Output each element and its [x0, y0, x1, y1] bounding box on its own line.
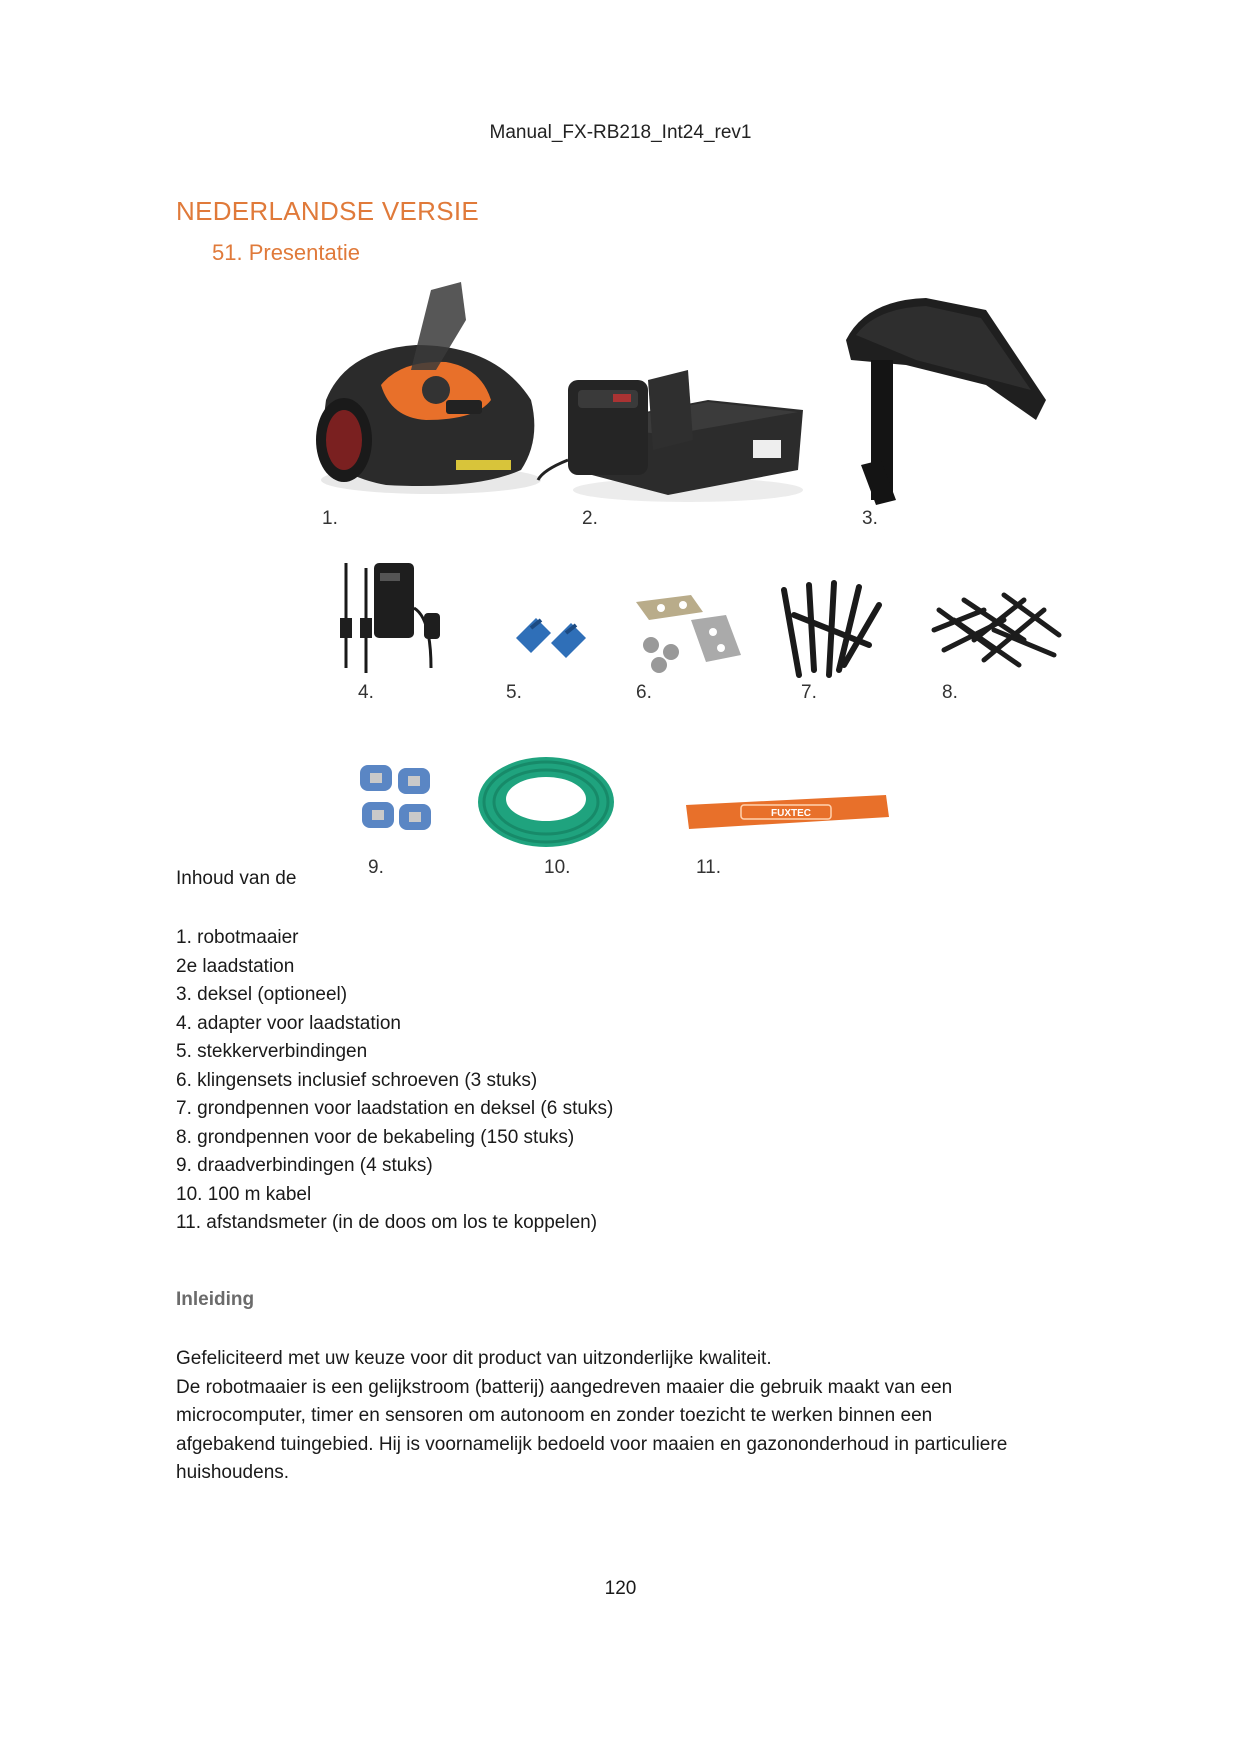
list-item: 9. draadverbindingen (4 stuks) [176, 1155, 433, 1176]
contents-figure [296, 290, 1206, 900]
list-item: 4. adapter voor laadstation [176, 1012, 401, 1034]
list-item: 5. stekkerverbindingen [176, 1041, 368, 1062]
intro-heading: Inleiding [176, 1289, 255, 1310]
list-item: 8. grondpennen voor de bekabeling (150 stuks) [176, 1126, 575, 1148]
list-item: 10. 100 m kabel [176, 1183, 312, 1205]
blade-set-image [631, 590, 751, 680]
label-9: 9. [368, 857, 384, 878]
subsection-title: 51. Presentatie [212, 240, 360, 265]
contents-intro: Inhoud van de [176, 868, 297, 889]
document-header: Manual_FX-RB218_Int24_rev1 [489, 122, 752, 143]
cable-reel-image [474, 747, 619, 852]
list-item: 11. afstandsmeter (in de doos om los te koppelen) [176, 1212, 598, 1233]
wire-connectors-image [358, 760, 433, 835]
list-item: 3. deksel (optioneel) [176, 984, 348, 1005]
label-4: 4. [358, 682, 374, 703]
label-8: 8. [942, 682, 958, 703]
section-title: NEDERLANDSE VERSIE [176, 196, 480, 226]
list-item: 1. robotmaaier [176, 927, 299, 948]
label-11: 11. [696, 857, 722, 878]
robot-mower-image [306, 290, 546, 510]
label-5: 5. [506, 682, 522, 703]
intro-paragraph [176, 1345, 1076, 1488]
charging-station-image [558, 330, 808, 510]
station-pegs-image [774, 575, 894, 685]
paragraph-line: Gefeliciteerd met uw keuze voor dit product van uitzonderlijke kwaliteit. [176, 1348, 772, 1369]
distance-ruler-image [681, 787, 891, 837]
list-item: 6. klingensets inclusief schroeven (3 stuks) [176, 1069, 538, 1091]
paragraph-line: De robotmaaier is een gelijkstroom (batterij) aangedreven maaier die gebruik maakt van een [176, 1376, 953, 1398]
cable-pegs-image [924, 580, 1069, 675]
plug-connectors-image [511, 608, 591, 668]
label-7: 7. [801, 682, 817, 703]
paragraph-line: huishoudens. [176, 1462, 290, 1483]
paragraph-line: microcomputer, timer en sensoren om autonoom en zonder toezicht te werken binnen een [176, 1405, 933, 1426]
list-item: 7. grondpennen voor laadstation en deksel (6 stuks) [176, 1098, 614, 1119]
svg-text:FUXTEC: FUXTEC [771, 808, 811, 819]
label-6: 6. [636, 682, 652, 703]
label-3: 3. [862, 508, 878, 529]
cover-image [836, 290, 1066, 515]
adapter-image [336, 558, 446, 678]
label-10: 10. [544, 857, 571, 878]
paragraph-line: afgebakend tuingebied. Hij is voornamelijk bedoeld voor maaien en gazononderhoud in particuliere [176, 1433, 1008, 1455]
label-1: 1. [322, 508, 338, 529]
list-item: 2e laadstation [176, 955, 295, 977]
label-2: 2. [582, 508, 598, 529]
page-number: 120 [604, 1578, 637, 1599]
contents-list [176, 924, 613, 1238]
